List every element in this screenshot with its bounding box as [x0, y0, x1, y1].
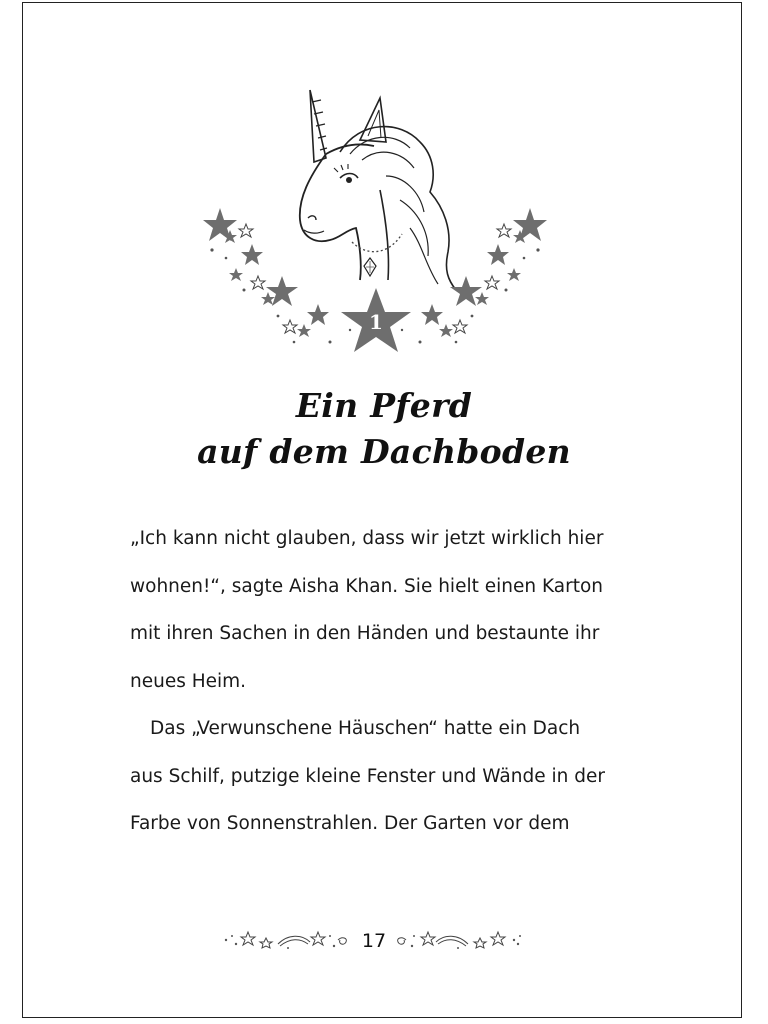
body-line: aus Schilf, putzige kleine Fenster und Wände in der: [130, 765, 605, 787]
body-line: mit ihren Sachen in den Händen und bestaunte ihr: [130, 623, 600, 644]
page-number: 17: [361, 930, 387, 952]
body-line: „Ich kann nicht glauben, dass wir jetzt wirklich hier: [130, 528, 604, 549]
star-swirl-ornament-icon: [392, 924, 528, 954]
chapter-illustration: [190, 80, 570, 370]
chapter-title-line-1: Ein Pferd: [295, 386, 473, 425]
body-line: neues Heim.: [130, 670, 247, 692]
body-line: Das „Verwunschene Häuschen“ hatte ein Dach: [150, 718, 581, 739]
body-text: [130, 524, 630, 857]
body-line: wohnen!“, sagte Aisha Khan. Sie hielt einen Karton: [130, 575, 604, 597]
chapter-number: 1: [369, 310, 383, 334]
page-footer: [0, 922, 768, 962]
chapter-title-line-2: auf dem Dachboden: [197, 432, 571, 471]
body-line: Farbe von Sonnenstrahlen. Der Garten vor dem: [130, 813, 570, 834]
star-swirl-ornament-icon: [218, 924, 354, 954]
